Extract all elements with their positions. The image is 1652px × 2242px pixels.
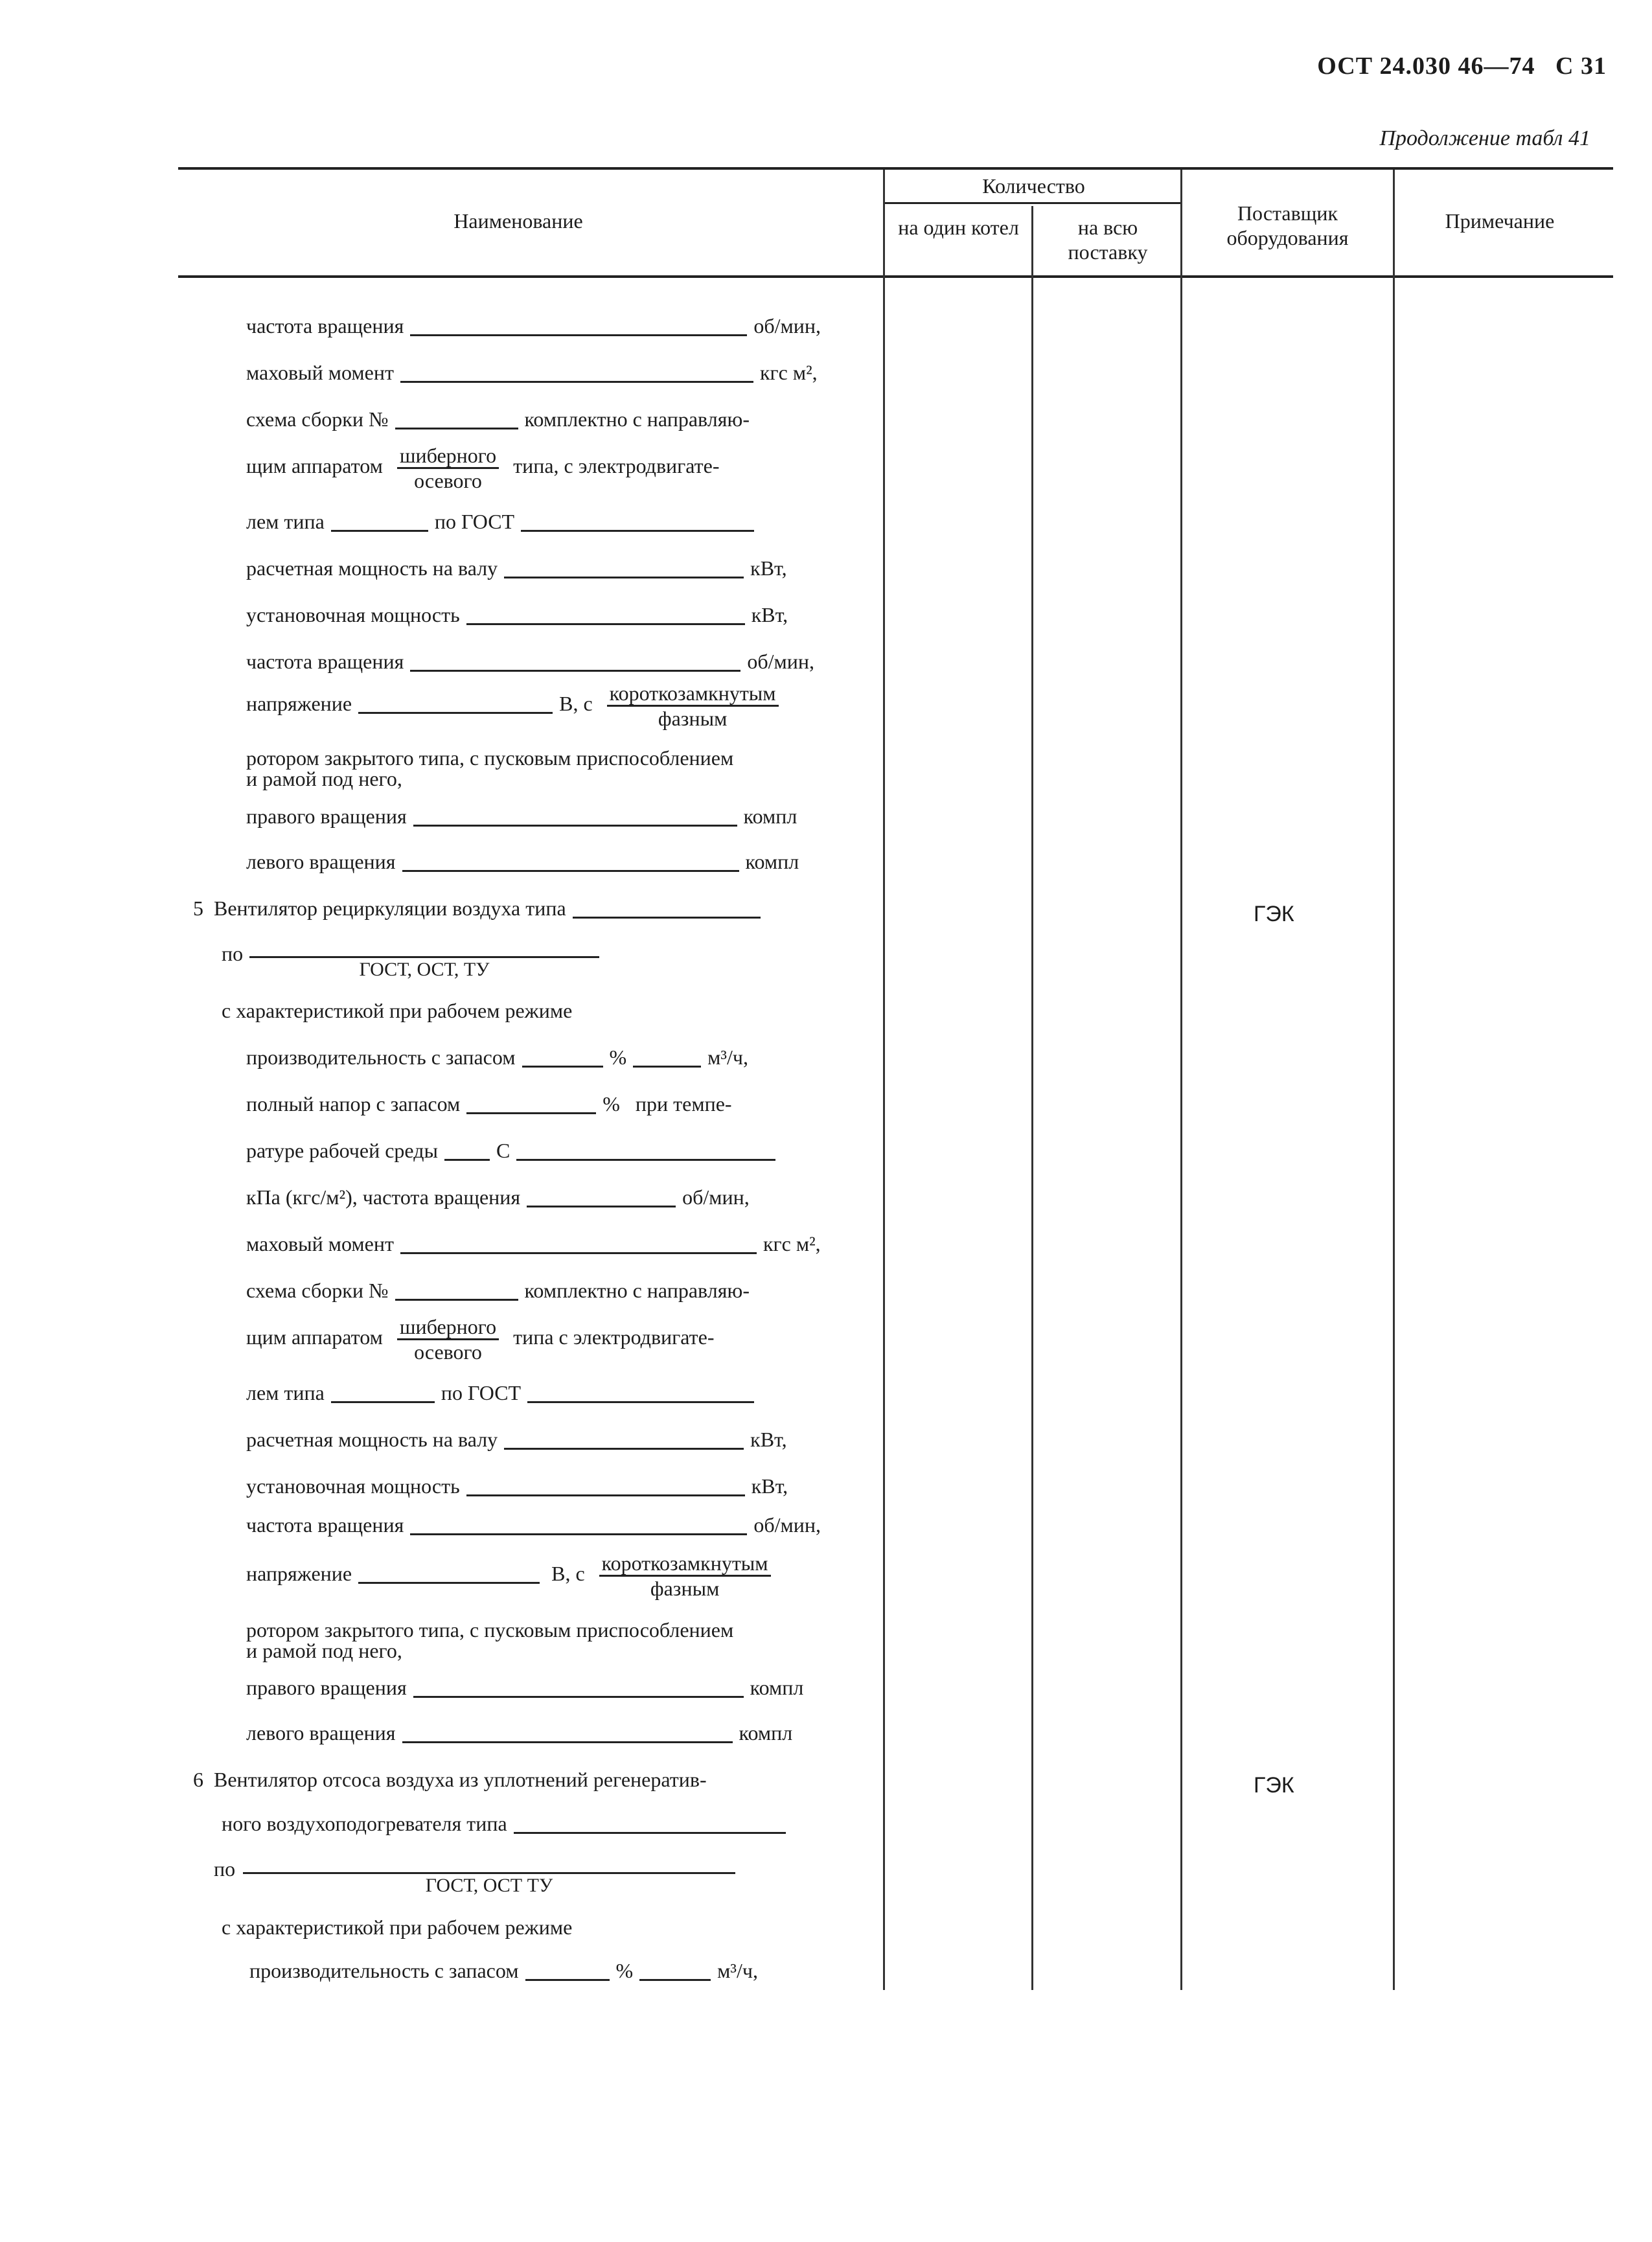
block1-left-rotation: левого вращения компл: [246, 850, 799, 873]
block1-rated-power: расчетная мощность на валу кВт,: [246, 556, 787, 580]
item6-standard-caption: ГОСТ, ОСТ ТУ: [243, 1872, 735, 1897]
page-number: С 31: [1555, 52, 1607, 80]
item5-rated-power: расчетная мощность на валу кВт,: [246, 1428, 787, 1451]
table-top-rule: [178, 167, 1613, 170]
page-header: [1317, 52, 1607, 80]
item5-characteristic: с характеристикой при рабочем режиме: [222, 999, 573, 1022]
block1-rotor-closed: ротором закрытого типа, с пусковым приспособлением: [246, 746, 734, 770]
item5-pressure-speed: кПа (кгс/м²), частота вращения об/мин,: [246, 1185, 750, 1209]
block1-frame: и рамой под него,: [246, 767, 402, 790]
item5-damper-axial-fraction: $\frac{\text{шиберного}}{\text{осевого}}$: [397, 1315, 499, 1364]
block1-voltage: напряжение В, с $\frac{\text{короткозамкнутым}}{\text{фазным}}$: [246, 681, 788, 730]
item5-total-pressure: полный напор с запасом % при темпе-: [246, 1092, 732, 1115]
item5-supplier: ГЭК: [1254, 902, 1294, 926]
header-name: Наименование: [453, 209, 583, 233]
item6-title-line1: 6 Вентилятор отсоса воздуха из уплотнений регенератив-: [193, 1768, 707, 1791]
item5-frame: и рамой под него,: [246, 1639, 402, 1662]
damper-axial-fraction: $\frac{\text{шиберного}}{\text{осевого}}$: [397, 444, 499, 492]
item5-motor-type: лем типа по ГОСТ: [246, 1380, 761, 1406]
col-divider-note: [1393, 170, 1395, 1990]
item6-number: 6: [193, 1768, 203, 1791]
item5-assembly-scheme: схема сборки № комплектно с направляю-: [246, 1279, 750, 1302]
block1-rotation-speed-2: частота вращения об/мин,: [246, 650, 815, 673]
header-qty-total: на всю поставку: [1068, 216, 1148, 264]
item5-standard: по: [222, 942, 244, 965]
item5-left-rotation: левого вращения компл: [246, 1721, 793, 1744]
item5-guide-apparatus: щим аппаратом $\frac{\text{шиберного}}{\text{осевого}}$ типа с электродвигате-: [246, 1315, 715, 1364]
col-divider-supplier: [1180, 170, 1182, 1990]
item5-flywheel-moment: маховый момент кгс м²,: [246, 1232, 821, 1255]
block1-guide-apparatus: щим аппаратом $\frac{\text{шиберного}}{\text{осевого}}$ типа, с электродвигате-: [246, 444, 720, 492]
block1-right-rotation: правого вращения компл: [246, 805, 797, 828]
continuation-note: Продолжение табл 41: [1379, 126, 1590, 150]
block1-flywheel-moment: маховый момент кгс м²,: [246, 361, 818, 384]
document-code: ОСТ 24.030 46—74: [1317, 52, 1535, 80]
rotor-type-fraction: $\frac{\text{короткозамкнутым}}{\text{фазным}}$: [607, 681, 779, 730]
item5-number: 5: [193, 897, 203, 920]
header-supplier: Поставщик оборудования: [1226, 201, 1349, 249]
block1-assembly-scheme: схема сборки № комплектно с направляю-: [246, 407, 750, 431]
item5-installed-power: установочная мощность кВт,: [246, 1474, 788, 1498]
block1-installed-power: установочная мощность кВт,: [246, 603, 788, 626]
block1-motor-type: лем типа по ГОСТ: [246, 509, 761, 534]
item5-rotor-closed: ротором закрытого типа, с пусковым приспособлением: [246, 1618, 734, 1641]
item6-title-line2: ного воздухоподогревателя типа: [222, 1811, 792, 1836]
qty-subheader-rule: [884, 202, 1182, 204]
item5-rotor-type-fraction: $\frac{\text{короткозамкнутым}}{\text{фазным}}$: [599, 1551, 771, 1600]
header-qty-per-boiler: на один котел: [898, 216, 1019, 239]
item6-standard: по: [214, 1857, 236, 1881]
item5-medium-temperature: ратуре рабочей среды С: [246, 1138, 782, 1163]
item5-voltage: напряжение В, с $\frac{\text{короткозамкнутым}}{\text{фазным}}$: [246, 1551, 780, 1600]
col-divider-name: [883, 170, 885, 1990]
item6-characteristic: с характеристикой при рабочем режиме: [222, 1916, 573, 1939]
table-header-rule: [178, 275, 1613, 278]
item6-supplier: ГЭК: [1254, 1773, 1294, 1798]
header-quantity: Количество: [982, 174, 1085, 198]
item5-title: 5 Вентилятор рециркуляции воздуха типа: [193, 895, 767, 921]
item5-standard-caption: ГОСТ, ОСТ, ТУ: [249, 956, 599, 981]
header-note: Примечание: [1445, 209, 1555, 233]
item5-capacity: производительность с запасом % м³/ч,: [246, 1046, 748, 1069]
col-divider-qty: [1031, 206, 1033, 1990]
item5-rotation-speed: частота вращения об/мин,: [246, 1513, 821, 1537]
item6-capacity: производительность с запасом % м³/ч,: [249, 1959, 758, 1982]
item5-right-rotation: правого вращения компл: [246, 1676, 804, 1699]
block1-rotation-speed: частота вращения об/мин,: [246, 314, 821, 337]
